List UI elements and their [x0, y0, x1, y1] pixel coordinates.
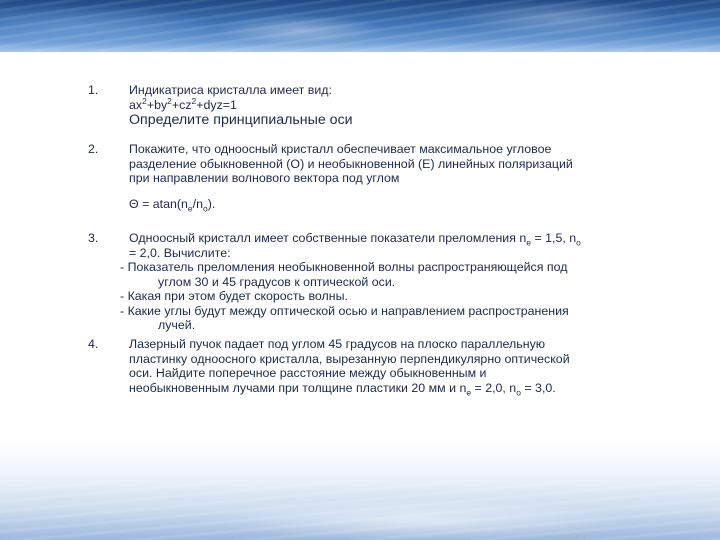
- item-number-3: 3.: [88, 231, 99, 245]
- item-2-formula: $\Theta = atan(n_e/n_o)$.: [129, 197, 216, 214]
- item-3-line: Одноосный кристалл имеет собственные показатели преломления $n_e = 1,5$, $n_o$: [129, 231, 581, 248]
- item-3-text: [120, 231, 649, 333]
- item-1-text: [129, 83, 649, 129]
- item-2-line: Покажите, что одноосный кристалл обеспечивает максимальное угловое: [129, 142, 552, 156]
- item-4-line: пластинку одноосного кристалла, вырезанную перпендикулярно оптической: [129, 351, 570, 366]
- item-number-4: 4.: [88, 337, 99, 351]
- item-1-task: Определите принципиальные оси: [129, 112, 353, 128]
- item-3-subitem-cont: лучей.: [158, 318, 196, 332]
- item-number-1: 1.: [88, 83, 99, 97]
- item-3-subitem: - Показатель преломления необыкновенной волны распространяющейся под: [120, 260, 568, 274]
- item-4-line: оси. Найдите поперечное расстояние между обыкновенным и: [129, 366, 487, 380]
- item-4-line: Лазерный пучок падает под углом 45 градусов на плоско параллельную: [129, 337, 546, 351]
- item-2-text: [129, 142, 649, 186]
- item-number-2: 2.: [88, 142, 99, 156]
- item-1-line: Индикатриса кристалла имеет вид:: [129, 83, 332, 97]
- item-4-line: необыкновенным лучами при толщине пластики 20 мм и $n_e = 2,0$, $n_o = 3,0$.: [129, 380, 556, 397]
- item-1-formula: $ax^2+by^2+cz^2+dyz=1$: [129, 95, 237, 112]
- item-3-line: = 2,0. Вычислите:: [129, 245, 231, 260]
- item-4-text: [129, 337, 649, 395]
- item-2-line: при направлении волнового вектора под углом: [129, 171, 400, 185]
- item-2-line: разделение обыкновенной (О) и необыкновенной (Е) линейных поляризаций: [129, 156, 573, 171]
- item-3-subitem: - Какая при этом будет скорость волны.: [120, 289, 348, 303]
- item-3-subitem: - Какие углы будут между оптической осью и направлением распространения: [120, 303, 569, 318]
- item-3-subitem-cont: углом 30 и 45 градусов к оптической оси.: [158, 274, 396, 289]
